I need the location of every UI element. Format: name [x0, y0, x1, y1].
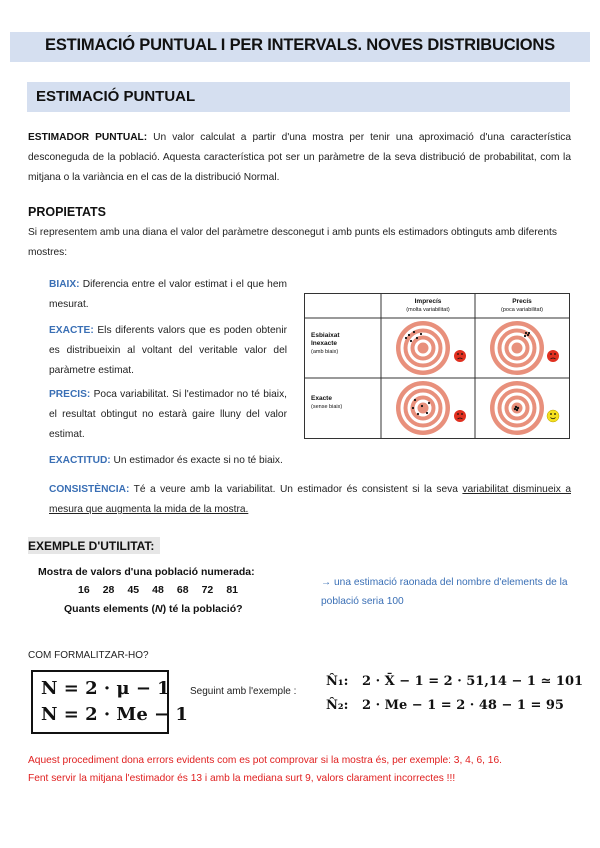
page-title: ESTIMACIÓ PUNTUAL I PER INTERVALS. NOVES DISTRIBUCIONS — [45, 36, 555, 54]
value-item: 28 — [102, 584, 115, 596]
warning-line2: Fent servir la mitjana l'estimador és 13 i amb la mediana surt 9, valors clarament incorrectes !!! — [28, 773, 456, 784]
exemple-question — [64, 603, 243, 615]
precis-item — [49, 385, 287, 445]
exemple-line1: Mostra de valors d'una població numerada: — [38, 566, 255, 578]
sad-face-icon — [454, 410, 466, 422]
seguint-text: Seguint amb l'exemple : — [190, 686, 297, 697]
target-diagram-svg — [305, 294, 569, 438]
exactitud-label: EXACTITUD: — [49, 455, 111, 466]
question-var: N — [155, 603, 163, 615]
consistencia-underline: variabilitat disminueix a mesura que augmenta la mida de la mostra. — [49, 484, 571, 515]
value-item: 72 — [201, 584, 214, 596]
row2-label-a: Exacte — [311, 395, 332, 402]
col1-title: Imprecís — [414, 298, 442, 305]
formula-box — [31, 670, 188, 734]
propietats-intro: Si representem amb una diana el valor del paràmetre desconegut i amb punts els estimadors obtinguts amb diferents mostres: — [28, 227, 557, 258]
exacte-label: EXACTE: — [49, 325, 94, 336]
n1-label: N̂₁: — [326, 674, 349, 689]
formula-mean: N = 2 · μ − 1 — [41, 678, 170, 699]
estimador-label: ESTIMADOR PUNTUAL: — [28, 132, 148, 143]
sad-face-icon — [547, 350, 559, 362]
col2-title: Precís — [512, 298, 532, 305]
col2-sub: (poca variabilitat) — [501, 307, 543, 313]
exemple-values — [78, 584, 238, 596]
biaix-text: Diferencia entre el valor estimat i el que hem mesurat. — [49, 279, 287, 310]
biaix-item — [49, 275, 287, 315]
value-item: 45 — [127, 584, 140, 596]
formalitzar-heading: COM FORMALITZAR-HO? — [28, 650, 149, 661]
exemple-heading: EXEMPLE D'UTILITAT: — [28, 539, 155, 553]
precis-label: PRECIS: — [49, 389, 91, 400]
col1-sub: (molta variabilitat) — [406, 307, 450, 313]
estimador-text: Un valor calculat a partir d'una mostra per tenir una aproximació d'una característica desconeguda de la població. Aquesta característica pot ser un paràmetre de la seva distribució de probabilitat, com la mitjana o la variància en el cas de la distribució Normal. — [28, 132, 571, 183]
row1-label-c: (amb biaix) — [311, 349, 339, 355]
n2-expression: 2 · Me − 1 = 2 · 48 − 1 = 95 — [362, 698, 564, 713]
value-item: 68 — [176, 584, 189, 596]
title-bar — [10, 32, 590, 62]
target-diagram — [304, 293, 570, 439]
value-item: 81 — [226, 584, 238, 596]
section-header — [27, 82, 570, 112]
consistencia-label: CONSISTÈNCIA: — [49, 484, 130, 495]
exactitud-text: Un estimador és exacte si no té biaix. — [110, 455, 283, 466]
happy-face-icon — [547, 410, 559, 422]
exemple-note: → una estimació raonada del nombre d'elements de la població seria 100 — [321, 577, 568, 607]
exacte-text: Els diferents valors que es poden obtenir es distribueixin al voltant del veritable valor del paràmetre estimat. — [49, 325, 287, 376]
warning-line1: Aquest procediment dona errors evidents com es pot comprovar si la mostra és, per exemple: 3, 4, 6, 16. — [28, 755, 502, 766]
target-unbiased-precise — [490, 381, 544, 435]
exacte-item — [49, 321, 287, 381]
target-unbiased-imprecise — [396, 381, 450, 435]
consistencia-text: Té a veure amb la variabilitat. Un estimador és consistent si la seva — [129, 484, 463, 495]
sad-face-icon — [454, 350, 466, 362]
formula-median: N = 2 · Me − 1 — [41, 704, 188, 725]
consistencia-item — [49, 480, 571, 520]
value-item: 16 — [78, 584, 90, 596]
row1-label-a: Esbiaixat — [311, 332, 340, 339]
question-pre: Quants elements ( — [64, 603, 156, 615]
section-title: ESTIMACIÓ PUNTUAL — [36, 88, 196, 105]
n1-expression: 2 · X̄ − 1 = 2 · 51,14 − 1 ≃ 101 — [362, 674, 584, 689]
target-biased-imprecise — [396, 321, 450, 375]
row1-label-b: Inexacte — [311, 340, 338, 347]
row2-label-b: (sense biaix) — [311, 404, 343, 410]
estimador-paragraph — [28, 128, 571, 188]
question-post: ) té la població? — [162, 603, 243, 615]
target-biased-precise — [490, 321, 544, 375]
propietats-heading: PROPIETATS — [28, 205, 107, 219]
exactitud-item — [49, 451, 569, 471]
n2-label: N̂₂: — [326, 698, 349, 713]
value-item: 48 — [152, 584, 164, 596]
biaix-label: BIAIX: — [49, 279, 80, 290]
precis-text: Poca variabilitat. Si l'estimador no té biaix, el resultat obtingut no estarà gaire lluny del valor estimat. — [49, 389, 287, 440]
